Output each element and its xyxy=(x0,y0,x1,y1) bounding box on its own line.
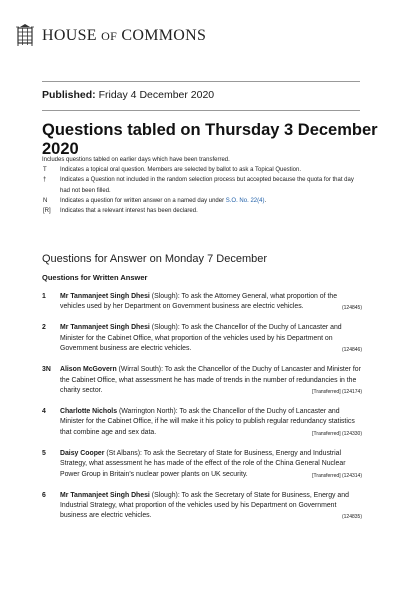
transferred-tag: [Transferred] xyxy=(312,389,341,396)
question-item: 1 Mr Tanmanjeet Singh Dhesi (Slough): To ask the Attorney General, what proportion of the vehicles used by her Department on Government business are electric vehicles. (124845) xyxy=(42,292,362,314)
house-of-commons-header xyxy=(16,20,206,52)
question-item: 4 Charlotte Nichols (Warrington North): To ask the Chancellor of the Duchy of Lancaster and Minister for the Cabinet Office, if he will make it his policy to publish regular redundancy statistics that combine age and sex data. [Transferred] (124330) xyxy=(42,407,362,439)
divider xyxy=(42,110,360,111)
question-text: To ask the Chancellor of the Duchy of Lancaster and Minister for the Cabinet Office, what assessment he has made of trends in the number of redundancies in the charity sector. xyxy=(60,366,361,395)
question-ref: (124845) xyxy=(341,305,362,312)
member-name: Mr Tanmanjeet Singh Dhesi xyxy=(60,293,150,300)
legend-item: T Indicates a topical oral question. Members are selected by ballot to ask a Topical Question. xyxy=(43,167,302,174)
question-item: 2 Mr Tanmanjeet Singh Dhesi (Slough): To ask the Chancellor of the Duchy of Lancaster and Minister for the Cabinet Office, what proportion of the vehicles used by his Department on Government business are electric vehicles. (124846) xyxy=(42,323,362,355)
portcullis-icon xyxy=(16,24,34,48)
member-name: Mr Tanmanjeet Singh Dhesi xyxy=(60,491,150,499)
question-text: To ask the Secretary of State for Business, Energy and Industrial Strategy, what assessment he has made of the effect of the role of the China General Nuclear Power Group in Britain's nuclear power plants on UK security. xyxy=(60,449,346,478)
standing-order-link[interactable]: S.O. No. 22(4) xyxy=(225,197,265,204)
legend xyxy=(42,155,362,216)
member-name: Mr Tanmanjeet Singh Dhesi xyxy=(60,324,150,332)
member-name: Daisy Cooper xyxy=(60,449,105,457)
page-title: Questions tabled on Thursday 3 December 2020 xyxy=(42,121,378,158)
question-ref: (124314) xyxy=(341,472,362,479)
question-text: To ask the Chancellor of the Duchy of Lancaster and Minister for the Cabinet Office, what proportion of the vehicles used by his Department on Government business are electric vehicles. xyxy=(60,324,342,353)
question-ref: (124835) xyxy=(341,514,362,521)
question-text: To ask the Chancellor of the Duchy of Lancaster and Minister for the Cabinet Office, if he will make it his policy to publish regular redundancy statistics that combine age and sex data. xyxy=(60,408,355,436)
section-title: Questions for Answer on Monday 7 December xyxy=(42,253,268,265)
question-item: 3N Alison McGovern (Wirral South): To ask the Chancellor of the Duchy of Lancaster and Minister for the Cabinet Office, what assessment he has made of trends in the number of redundancies in the charity sector. [Transferred] (124174) xyxy=(42,365,362,397)
subsection-title: Questions for Written Answer xyxy=(42,273,148,282)
question-number: 6 xyxy=(42,491,46,499)
house-of-commons-title: HOUSE OF COMMONS xyxy=(42,27,207,44)
member-name: Charlotte Nichols xyxy=(60,408,118,416)
legend-intro: Includes questions tabled on earlier days which have been transferred. xyxy=(42,157,230,163)
question-text: To ask the Secretary of State for Business, Energy and Industrial Strategy, what proportion of the vehicles used by his Department on Government business are electric vehicles. xyxy=(60,491,349,520)
question-ref: (124174) xyxy=(341,389,362,396)
legend-item: N Indicates a question for written answer on a named day under S.O. No. 22(4). xyxy=(43,197,267,204)
question-number: 1 xyxy=(42,293,46,300)
question-number: 5 xyxy=(42,449,46,457)
question-ref: (124330) xyxy=(341,430,362,437)
question-number: 3N xyxy=(42,366,51,374)
question-number: 4 xyxy=(42,408,46,416)
question-item: 5 Daisy Cooper (St Albans): To ask the Secretary of State for Business, Energy and Industrial Strategy, what assessment he has made of the effect of the role of the China General Nuclear Power Group in Britain's nuclear power plants on UK security. [Transferred] (124314) xyxy=(42,449,362,481)
question-number: 2 xyxy=(42,324,46,332)
member-name: Alison McGovern xyxy=(60,366,117,374)
transferred-tag: [Transferred] xyxy=(312,472,341,479)
published-date: Friday 4 December 2020 xyxy=(98,89,215,101)
question-item: 6 Mr Tanmanjeet Singh Dhesi (Slough): To ask the Secretary of State for Business, Energy and Industrial Strategy, what proportion of the vehicles used by his Department on Government business are electric vehicles. (124835) xyxy=(42,491,362,523)
divider xyxy=(42,81,360,82)
question-text: To ask the Attorney General, what proportion of the vehicles used by her Department on Government business are electric vehicles. xyxy=(60,293,338,311)
legend-item: † Indicates a Question not included in the random selection process but accepted because the quota for that day had not been filled. xyxy=(43,177,354,194)
legend-item: [R] Indicates that a relevant interest has been declared. xyxy=(43,208,198,215)
published-line xyxy=(42,89,214,101)
question-ref: (124846) xyxy=(341,347,362,354)
published-label: Published: xyxy=(42,89,96,101)
questions-list xyxy=(42,292,362,532)
transferred-tag: [Transferred] xyxy=(312,430,341,437)
